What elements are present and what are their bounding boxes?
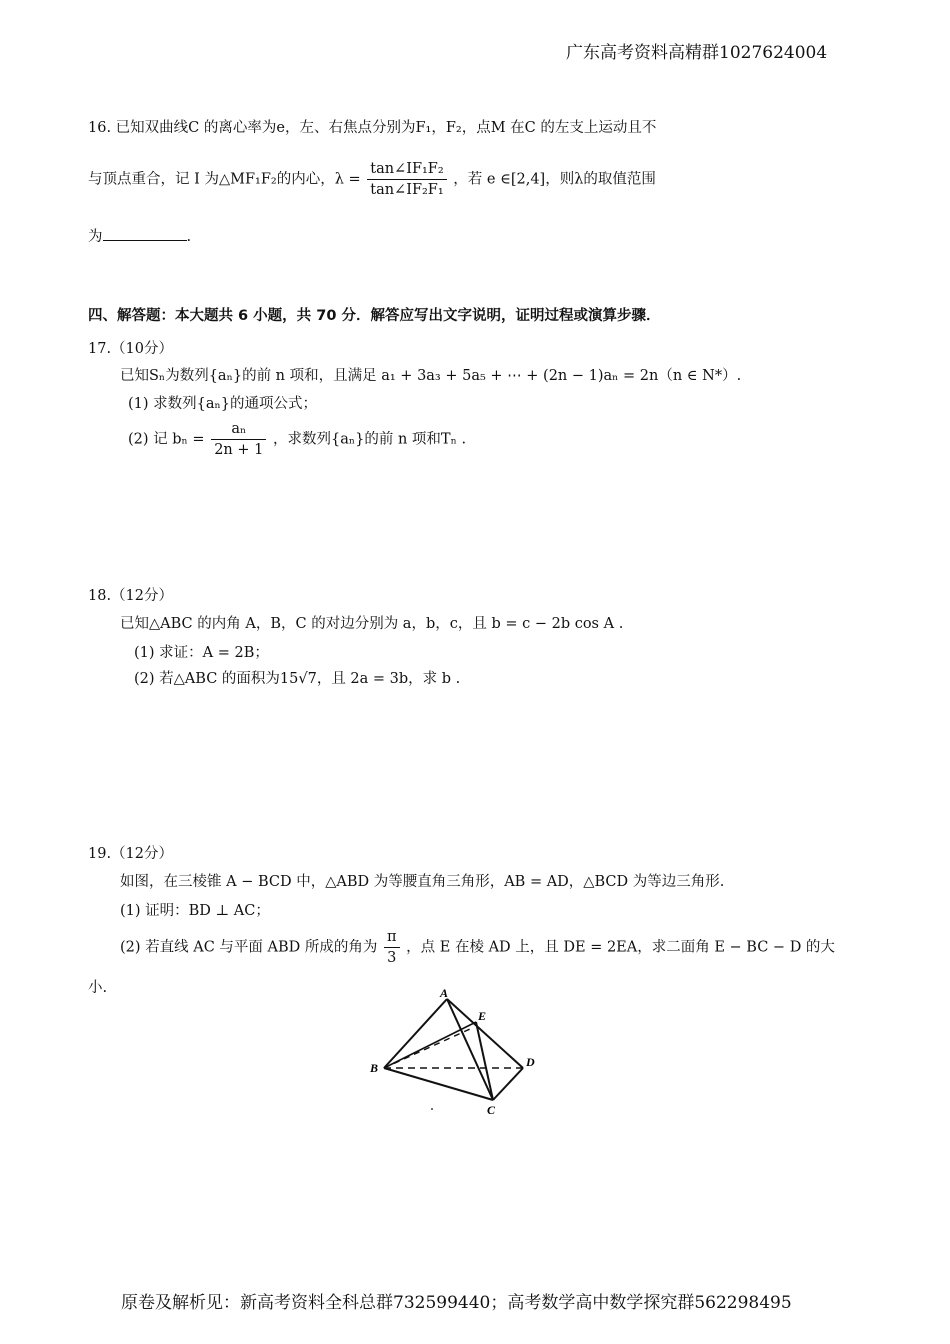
- q19-part2-tail: 小.: [88, 980, 108, 996]
- edge-cd: [493, 1068, 523, 1100]
- label-d: D: [526, 1055, 535, 1069]
- q17-stem: 已知Sₙ为数列{aₙ}的前 n 项和，且满足 a₁ + 3a₃ + 5a₅ + ⋯ + (2n − 1)aₙ = 2n（n ∈ N*）.: [120, 368, 742, 384]
- label-a: A: [440, 986, 449, 1000]
- q17-frac-numerator: aₙ: [211, 420, 266, 440]
- edge-ab: [384, 999, 447, 1068]
- q17-part2-post: ，求数列{aₙ}的前 n 项和Tₙ .: [272, 431, 467, 448]
- q19-frac-numerator: π: [384, 928, 400, 948]
- q16-line2-pre: 与顶点重合，记 I 为△MF₁F₂的内心，λ =: [88, 171, 361, 188]
- q16-line1: [88, 118, 656, 138]
- q18-stem: 已知△ABC 的内角 A，B，C 的对边分别为 a，b，c，且 b = c − 2b cos A .: [120, 616, 624, 632]
- q19-stem: 如图，在三棱锥 A − BCD 中，△ABD 为等腰直角三角形，AB = AD，△BCD 为等边三角形.: [120, 874, 725, 890]
- q18-part2: (2) 若△ABC 的面积为15√7，且 2a = 3b，求 b .: [134, 671, 461, 687]
- q17-part2: [128, 420, 466, 459]
- q18-number: 18.（12分）: [88, 588, 174, 604]
- edge-bc: [384, 1068, 493, 1100]
- q17-fraction: [211, 420, 266, 459]
- q16-line2: [88, 160, 656, 199]
- footer-text: 原卷及解析见：新高考资料全科总群732599440；高考数学高中数学探究群562298495: [121, 1293, 792, 1313]
- q17-number: 17.（10分）: [88, 341, 174, 357]
- q19-number: 19.（12分）: [88, 846, 174, 862]
- q16-fraction: [367, 160, 446, 199]
- q19-frac-denominator: 3: [387, 950, 397, 966]
- header-watermark: 广东高考资料高精群1027624004: [566, 43, 828, 63]
- q16-line3-pre: 为: [88, 229, 103, 245]
- figure-speck: [431, 1108, 433, 1110]
- q18-part1: (1) 求证：A = 2B；: [134, 645, 269, 661]
- q16-frac-numerator: tan∠IF₁F₂: [367, 160, 446, 180]
- q16-answer-blank: [103, 226, 187, 241]
- q16-line3: [88, 226, 191, 247]
- q17-frac-denominator: 2n + 1: [214, 442, 264, 458]
- q19-part2: [120, 928, 835, 967]
- section-4-title: 四、解答题：本大题共 6 小题，共 70 分．解答应写出文字说明，证明过程或演算步骤．: [88, 308, 661, 324]
- q17-part1: (1) 求数列{aₙ}的通项公式；: [128, 396, 318, 412]
- segment-be-hidden: [384, 1029, 470, 1068]
- q16-line2-post: ，若 e ∈[2,4]，则λ的取值范围: [453, 171, 656, 188]
- q19-fraction: [384, 928, 400, 967]
- q19-part2-post: ，点 E 在棱 AD 上，且 DE = 2EA，求二面角 E − BC − D 的大: [406, 939, 835, 956]
- q19-part2-pre: (2) 若直线 AC 与平面 ABD 所成的角为: [120, 939, 378, 956]
- q16-line3-post: .: [186, 229, 192, 245]
- label-e: E: [478, 1009, 487, 1023]
- pyramid-figure: [360, 985, 550, 1145]
- label-b: B: [370, 1061, 379, 1075]
- q17-part2-pre: (2) 记 bₙ =: [128, 431, 205, 448]
- q16-text-line1: 已知双曲线C 的离心率为e，左、右焦点分别为F₁，F₂，点M 在C 的左支上运动且不: [115, 120, 657, 136]
- q16-number: 16.: [88, 120, 112, 136]
- q19-part1: (1) 证明：BD ⊥ AC；: [120, 903, 270, 919]
- q16-frac-denominator: tan∠IF₂F₁: [370, 182, 444, 198]
- label-c: C: [487, 1103, 496, 1117]
- edge-ac: [447, 999, 493, 1100]
